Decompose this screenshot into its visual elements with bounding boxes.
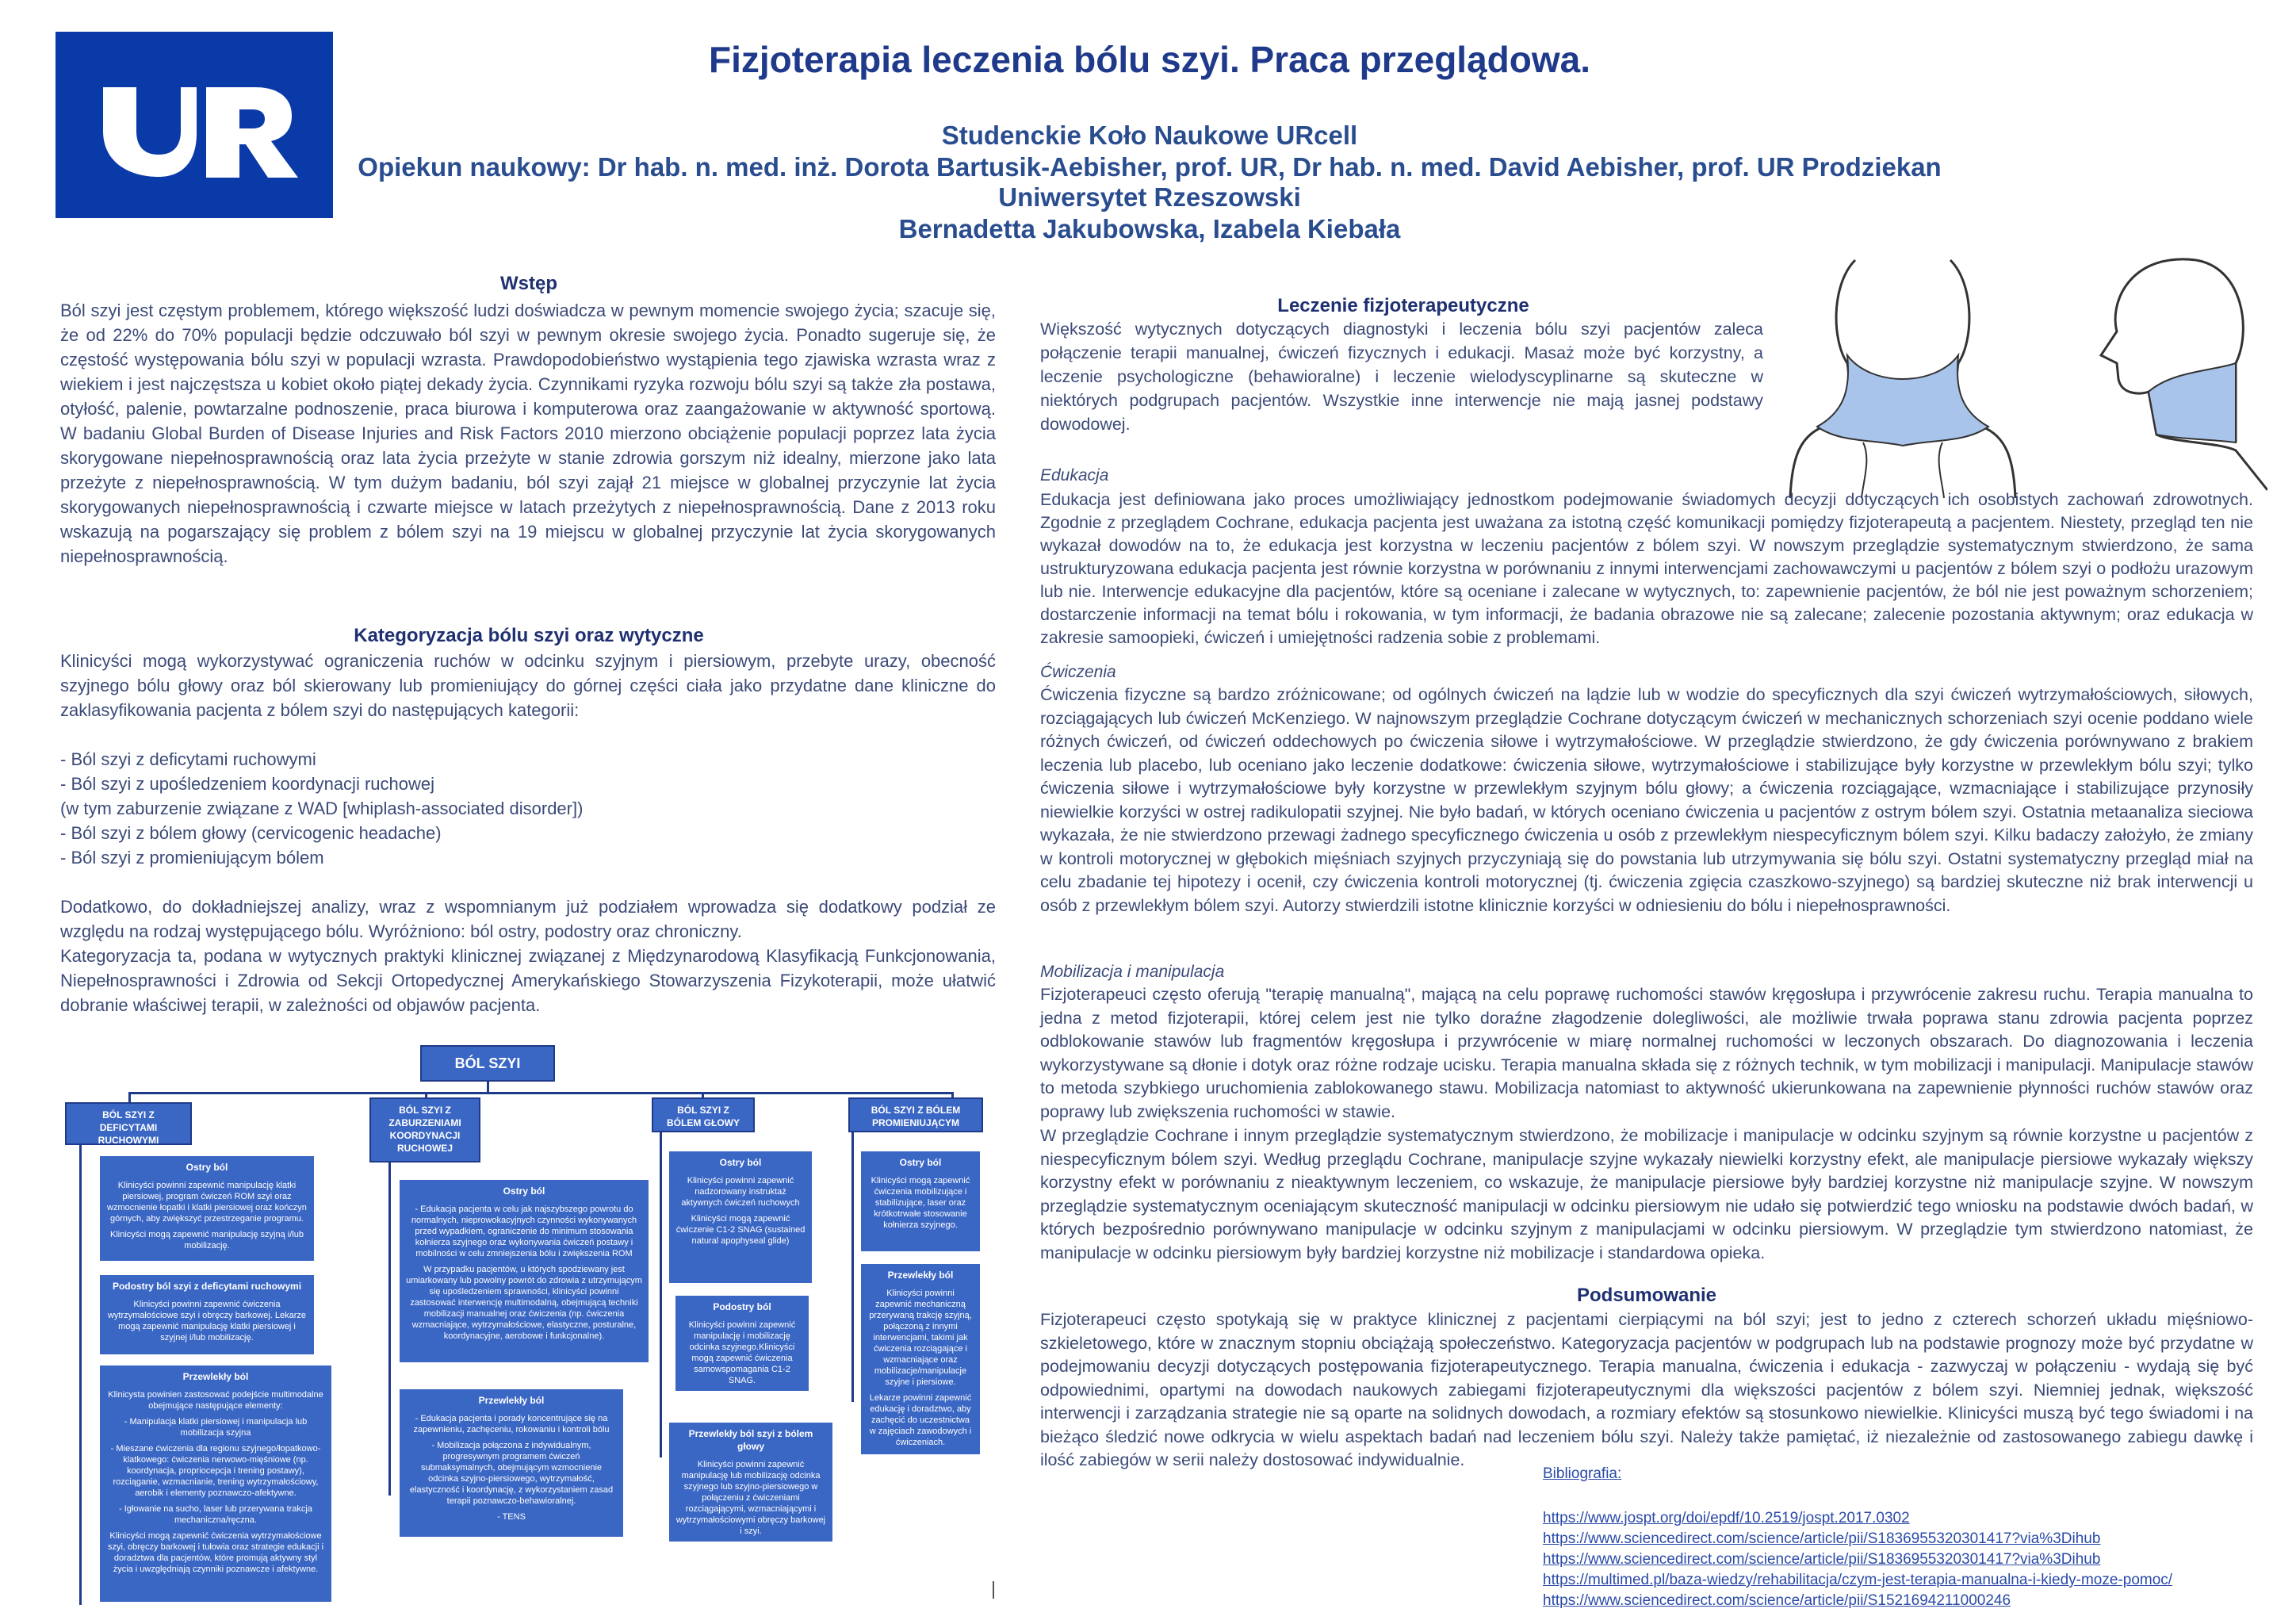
neck-front-illustration bbox=[1784, 252, 2022, 498]
c3-przewlekly-box: Przewlekły ból szyi z bólem głowy Klinicyści powinni zapewnić manipulację lub mobilizację odcinka szyjnego lub szyjno-piersiowego w połączeniu z ćwiczeniami rozciągającymi, wzmacniającymi i wytrzymałościowymi obręczy barkowej i szyi. bbox=[669, 1423, 832, 1542]
leczenie-text: Większość wytycznych dotyczących diagnostyki i leczenia bólu szyi pacjentów zaleca połączenie terapii manualnej, ćwiczeń fizycznych i edukacji. Masaż może być korzystny, a leczenie psychologiczne (behawioralne) i leczenie wielodyscyplinarne są skuteczne w niektórych podgrupach pacjentów. Wszystkie inne interwencje nie mają jasnej podstawy dowodowej. bbox=[1040, 320, 1763, 434]
kategoryzacja-intro: Klinicyści mogą wykorzystywać ograniczenia ruchów w odcinku szyjnym i piersiowym, przebyte urazy, obecność szyjnego bólu głowy oraz ból skierowany lub promieniujący do górnej części ciała jako przydatne dane kliniczne do zaklasyfikowania pacjenta z bólem szyi do następujących kategorii: bbox=[60, 651, 996, 720]
header-line-4: Bernadetta Jakubowska, Izabela Kiebała bbox=[898, 214, 1401, 243]
connector bbox=[128, 1092, 953, 1094]
category-3: BÓL SZYI Z BÓLEM GŁOWY bbox=[652, 1097, 755, 1132]
edukacja-label: Edukacja bbox=[1040, 466, 1109, 485]
mobilizacja-text: Fizjoterapeuci często oferują "terapię manualną", mającą na celu poprawę ruchomości stawów kręgosłupa i przywrócenie zakresu ruchu. Terapia manualna to jedna z metod fizjoterapii, której celem jest nie tylko doraźne złagodzenie dolegliwości, ale możliwie trwała poprawa stanu zdrowia pacjenta poprzez odblokowanie stawów lub fragmentów kręgosłupa i przywrócenie w miarę normalnej ruchomości w leczonych obszarach. Do diagnozowania i leczenia wykorzystywane są dłonie i dotyk oraz różne rodzaje ucisku. Terapia manualna składa się z różnych technik, w tym mobilizacji i manipulacji. Manipulacje stawów to metoda szybkiego uruchomienia zablokowanego stawu. Mobilizacja natomiast to aktywność ukierunkowana na zapewnienie płynności ruchów stawów oraz poprawy lub zwiększenia ruchomości w stawie. bbox=[1040, 985, 2253, 1121]
category-4: BÓL SZYI Z BÓLEM PROMIENIUJĄCYM bbox=[848, 1097, 983, 1132]
list-item: - Ból szyi z bólem głowy (cervicogenic headache) bbox=[60, 823, 442, 843]
bib-link[interactable]: https://multimed.pl/baza-wiedzy/rehabilitacja/czym-jest-terapia-manualna-i-kiedy-moze-pomoc/ bbox=[1543, 1572, 2173, 1588]
kategoryzacja-heading: Kategoryzacja bólu szyi oraz wytyczne bbox=[354, 625, 704, 646]
neck-side-illustration bbox=[2077, 252, 2267, 498]
bibliografia-label: Bibliografia: bbox=[1543, 1465, 1622, 1482]
c1-przewlekly-box: Przewlekły ból Klinicysta powinien zastosować podejście multimodalne obejmujące następujące elementy: - Manipulacja klatki piersiowej i manipulacja lub mobilizacja szyjna - Mieszane ćwiczenia dla regionu szyjnego/łopatkowo-klatkowego: ćwiczenia nerwowo-mięśniowe (np. koordynacja, propriocepcja i trening postawy), rozciąganie, wzmacnianie, trening wytrzymałościowy, aerobik i elementy poznawczo-afektywne. - Igłowanie na sucho, laser lub przerywana trakcja mechaniczna/ręczna. Klinicyści mogą zapewnić ćwiczenia wytrzymałościowe szyi, obręczy barkowej i tułowia oraz strategie edukacji i doradztwa dla pacjentów, które promują aktywny styl życia i uwzględniają czynniki poznawcze i afektywne. bbox=[100, 1365, 331, 1602]
c4-przewlekly-box: Przewlekły ból Klinicyści powinni zapewnić mechaniczną przerywaną trakcję szyjną, połączoną z innymi interwencjami, takimi jak ćwiczenia rozciągające i wzmacniające oraz mobilizacje/manipulacje szyjne i piersiowe. Lekarze powinni zapewnić edukację i doradztwo, aby zachęcić do uczestnictwa w zajęciach zawodowych i ćwiczeniach. bbox=[861, 1264, 980, 1454]
c4-ostry-box: Ostry ból Klinicyści mogą zapewnić ćwiczenia mobilizujące i stabilizujące, laser oraz krótkotrwałe stosowanie kołnierza szyjnego. bbox=[861, 1151, 980, 1251]
kategoryzacja-text2: Dodatkowo, do dokładniejszej analizy, wraz z wspomnianym już podziałem wprowadza się dodatkowy podział ze względu na rodzaj występującego bólu. Wyróżniono: ból ostry, podostry oraz chroniczny. bbox=[60, 897, 996, 941]
bibliografia-list bbox=[1543, 1508, 2172, 1611]
connector bbox=[851, 1132, 854, 1402]
c2-ostry-box: Ostry ból - Edukacja pacjenta w celu jak najszybszego powrotu do normalnych, nieprowokacyjnych czynności wykonywanych przed wypadkiem, ograniczenie do minimum stosowania kołnierza szyjnego oraz wykonywania ćwiczeń postawy i mobilności w celu zmniejszenia bólu i zwiększenia ROM W przypadku pacjentów, u których spodziewany jest umiarkowany lub powolny powrót do zdrowia z utrzymującym się upośledzeniem sprawności, klinicyści powinni zastosować interwencję multimodalną, obejmującą techniki mobilizacji manualnej oraz ćwiczenia (np. ćwiczenia wzmacniające, wytrzymałościowe, elastyczne, posturalne, koordynacyjne, aerobowe i funkcjonalne). bbox=[400, 1180, 649, 1362]
cwiczenia-text: Ćwiczenia fizyczne są bardzo zróżnicowane; od ogólnych ćwiczeń na lądzie lub w wodzie do specyficznych dla szyi ćwiczeń wytrzymałościowych, siłowych, rozciągających lub ćwiczeń McKenziego. W najnowszym przeglądzie Cochrane dotyczącym ćwiczeń w mechanicznych schorzeniach szyi ocenie poddano wiele różnych ćwiczeń, od ćwiczeń oddechowych po ćwiczenia siłowe i wytrzymałościowe. W przeglądzie stwierdzono, że gdy ćwiczenia porównywano z brakiem leczenia lub placebo, lub oceniano jako leczenie dodatkowe: ćwiczenia siłowe, wytrzymałościowe i stabilizujące były korzystne w przewlekłym bólu szyi; tylko ćwiczenia siłowe i wytrzymałościowe były korzystne w przewlekłym szyjnym bólu głowy; a ćwiczenia rozciągające, wzmacniające i stabilizujące przynosiły niewielkie korzyści w ostrej radikulopatii szyjnej. Nie było badań, w których oceniano ćwiczenia u pacjentów z ostrym bólem szyi. Ostatnia metaanaliza sieciowa wykazała, że nie stwierdzono przewagi żadnego specyficznego ćwiczenia u osób z przewlekłym niespecyficznym bólem szyi. Kilku badaczy założyło, że zmiany w kontroli motorycznej w głębokich mięśniach szyjnych przyczyniają się do powstania lub utrzymywania się bólu szyi. Ostatni systematyczny przegląd miał na celu zbadanie tej hipotezy i ocenił, czy ćwiczenia kontroli motorycznej (tj. ćwiczenia zgięcia czaszkowo-szyjnego) są bardziej skuteczne niż brak interwencji u osób z przewlekłym bólem szyi. Autorzy stwierdzili istotne klinicznie korzyści w odniesieniu do bólu i niepełnosprawności. bbox=[1040, 685, 2253, 915]
connector bbox=[487, 1082, 489, 1093]
diagram-root: BÓL SZYI bbox=[420, 1045, 555, 1082]
kategoryzacja-text3: Kategoryzacja ta, podana w wytycznych praktyki klinicznej związanej z Międzynarodową Klasyfikacją Funkcjonowania, Niepełnosprawności i Zdrowia od Sekcji Ortopedycznej Amerykańskiego Stowarzyszenia Fizykoterapii, może ułatwić dobranie właściwej terapii, w zależności od objawów pacjenta. bbox=[60, 946, 996, 1015]
connector bbox=[128, 1092, 131, 1103]
cwiczenia-label: Ćwiczenia bbox=[1040, 663, 1116, 681]
leczenie-heading: Leczenie fizjoterapeutyczne bbox=[1277, 295, 1529, 316]
podsumowanie-text: Fizjoterapeuci często spotykają się w praktyce klinicznej z pacjentami cierpiącymi na ból szyi; jest to jedno z czterech schorzeń układu mięśniowo-szkieletowego, które w znacznym stopniu obciążają społeczeństwo. Kategoryzacja pacjentów w podgrupach lub na podstawie prognozy może być przydatne w podejmowaniu decyzji dotyczących postępowania fizjoterapeutycznego. Terapia manualna, ćwiczenia i edukacja - zazwyczaj w połączeniu - wydają się być odpowiednimi, opartymi na dowodach naukowych zabiegami fizjoterapeutycznymi dla większości pacjentów z bólem szyi. Niemniej jednak, większość interwencji i zarządzania strategie nie są oparte na solidnych dowodach, a rozmiary efektów są stosunkowo niewielkie. Klinicyści muszą być tego świadomi i na bieżąco śledzić nowe odkrycia w wielu aspektach badań nad leczeniem bólu szyi. Należy także pamiętać, iż niezależnie od zastosowanego zabiegu dawkę i ilość zabiegów w serii należy dostosować indywidualnie. bbox=[1040, 1310, 2253, 1469]
c2-przewlekly-box: Przewlekły ból - Edukacja pacjenta i porady koncentrujące się na zapewnieniu, zachęceniu, rokowaniu i kontroli bólu - Mobilizacja połączona z indywidualnym, progresywnym programem ćwiczeń submaksymalnych, obejmującym wzmocnienie odcinka szyjno-piersiowego, wytrzymałość, elastyczność i koordynację, z wykorzystaniem zasad terapii poznawczo-behawioralnej. - TENS bbox=[400, 1389, 623, 1537]
list-item: (w tym zaburzenie związane z WAD [whiplash-associated disorder]) bbox=[60, 799, 584, 818]
bib-link[interactable]: https://www.sciencedirect.com/science/article/pii/S1836955320301417?via%3Dihub bbox=[1543, 1530, 2101, 1547]
header-line-2: Opiekun naukowy: Dr hab. n. med. inż. Dorota Bartusik-Aebisher, prof. UR, Dr hab. n. med. David Aebisher, prof. UR Prodziekan bbox=[358, 152, 1942, 182]
c3-podostry-box: Podostry ból Klinicyści powinni zapewnić manipulację i mobilizację odcinka szyjnego.Klinicyści mogą zapewnić ćwiczenia samowspomagania C1-2 SNAG. bbox=[675, 1296, 809, 1391]
header-line-1: Studenckie Koło Naukowe URcell bbox=[941, 121, 1358, 150]
c1-podostry-box: Podostry ból szyi z deficytami ruchowymi Klinicyści powinni zapewnić ćwiczenia wytrzymałościowe szyi i obręczy barkowej. Lekarze mogą zapewnić manipulację klatki piersiowej i szyjnej i/lub mobilizację. bbox=[100, 1275, 314, 1354]
edukacja-text: Edukacja jest definiowana jako proces umożliwiający jednostkom podejmowanie świadomych decyzji dotyczących ich osobistych zachowań zdrowotnych. Zgodnie z przeglądem Cochrane, edukacja pacjenta jest uważana za istotną część komunikacji pomiędzy fizjoterapeutą a pacjentem. Niestety, przegląd ten nie wykazał dowodów na to, że edukacja jest korzystna w leczeniu pacjentów z bólem szyi. W nowszym przeglądzie systematycznym stwierdzono, że sama ustrukturyzowana edukacja pacjenta jest równie korzystna w porównaniu z innymi interwencjami zachowawczymi u pacjentów z bólem szyi o podłożu urazowym lub nie. Interwencje edukacyjne dla pacjentów, które są oceniane i zalecane w wytycznych, to: zapewnienie pacjentów, że ból nie jest poważnym schorzeniem; dostarczenie informacji na temat bólu i rokowania, w tym informacji, że badania obrazowe nie są zalecane; zalecenie pozostania aktywnym; oraz edukacja w zakresie samoopieki, ćwiczeń i umiejętności radzenia sobie z problemami. bbox=[1040, 490, 2253, 647]
divider bbox=[993, 1581, 994, 1599]
category-1: BÓL SZYI Z DEFICYTAMI RUCHOWYMI bbox=[65, 1102, 192, 1145]
kategoryzacja-list bbox=[60, 747, 996, 870]
bib-link[interactable]: https://www.sciencedirect.com/science/article/pii/S1521694211000246 bbox=[1543, 1592, 2011, 1609]
mobilizacja-text2: W przeglądzie Cochrane i innym przeglądzie systematycznym stwierdzono, że mobilizacje i manipulacje w odcinku szyjnym są równie korzystne u pacjentów z niespecyficznym bólem szyi. Według przeglądu Cochrane, manipulacje szyjne wykazały niewielki korzystny efekt, ale manipulacje piersiowe wykazały większy korzystny efekt w porównaniu z nieaktywnym leczeniem, co wskazuje, że manipulacje piersiowe były bardziej korzystne niż manipulacje szyjne. W nowszym przeglądzie systematycznym oceniającym skuteczność manipulacji w odcinku piersiowym nie udało się potwierdzić tego wniosku na podstawie dwóch badań, w których bezpośrednio porównywano manipulacje w odcinku szyjnym z manipulacjami w odcinku piersiowym. W przeglądzie tym stwierdzono natomiast, że manipulacje w odcinku piersiowym były bardziej korzystne niż mobilizacje i standardowa opieka. bbox=[1040, 1126, 2253, 1262]
c1-ostry-box: Ostry ból Klinicyści powinni zapewnić manipulację klatki piersiowej, program ćwiczeń ROM szyi oraz wzmocnienie łopatki i klatki piersiowej oraz kończyn górnych, aby zwiększyć przestrzeganie programu. Klinicyści mogą zapewnić manipulację szyjną i/lub mobilizację. bbox=[100, 1156, 314, 1261]
header-line-3: Uniwersytet Rzeszowski bbox=[998, 182, 1301, 212]
bib-link[interactable]: https://www.sciencedirect.com/science/article/pii/S1836955320301417?via%3Dihub bbox=[1543, 1551, 2101, 1568]
podsumowanie-heading: Podsumowanie bbox=[1576, 1285, 1717, 1306]
bib-link[interactable]: https://www.jospt.org/doi/epdf/10.2519/jospt.2017.0302 bbox=[1543, 1510, 1910, 1526]
poster-title: Fizjoterapia leczenia bólu szyi. Praca przeglądowa. bbox=[708, 39, 1591, 80]
wstep-heading: Wstęp bbox=[500, 273, 557, 294]
wstep-text: Ból szyi jest częstym problemem, którego większość ludzi doświadcza w pewnym momencie swojego życia; szacuje się, że od 22% do 70% populacji będzie odczuwało ból szyi w pewnym okresie swojego życia. Ponadto sugeruje się, że częstość występowania bólu szyi w populacji wzrasta. Prawdopodobieństwo wystąpienia tego zjawiska wzrasta wraz z wiekiem i jest najczęstsza u kobiet około piątej dekady życia. Czynnikami ryzyka rozwoju bólu szyi są także zła postawa, otyłość, palenie, powtarzalne podnoszenie, praca biurowa i komputerowa oraz zaangażowanie w aktywność sportową. W badaniu Global Burden of Disease Injuries and Risk Factors 2010 mierzono obciążenie populacji poprzez lata życia skorygowane niepełnosprawnością oraz lata życia przeżyte w stanie zdrowia gorszym niż idealny, mierzone jako lata przeżyte z niepełnosprawnością. W tym dużym badaniu, ból szyi zajął 21 miejsce w globalnej przyczynie lat życia skorygowanych niepełnosprawnością i czwarte miejsce w latach przeżytych z niepełnosprawnością. Dane z 2013 roku wskazują na pogarszający się problem z bólem szyi na 19 miejscu w globalnej przyczynie lat życia skorygowanych niepełnosprawnością. bbox=[60, 301, 996, 566]
list-item: - Ból szyi z upośledzeniem koordynacji ruchowej bbox=[60, 774, 434, 794]
list-item: - Ból szyi z deficytami ruchowymi bbox=[60, 749, 316, 769]
list-item: - Ból szyi z promieniującym bólem bbox=[60, 848, 324, 868]
connector bbox=[79, 1145, 82, 1605]
c3-ostry-box: Ostry ból Klinicyści powinni zapewnić nadzorowany instruktaż aktywnych ćwiczeń ruchowych Klinicyści mogą zapewnić ćwiczenie C1-2 SNAG (sustained natural apophyseal glide) bbox=[669, 1151, 812, 1283]
connector bbox=[388, 1162, 391, 1496]
mobilizacja-label: Mobilizacja i manipulacja bbox=[1040, 963, 1225, 981]
connector bbox=[660, 1132, 662, 1457]
category-2: BÓL SZYI Z ZABURZENIAMI KOORDYNACJI RUCHOWEJ bbox=[369, 1097, 480, 1162]
